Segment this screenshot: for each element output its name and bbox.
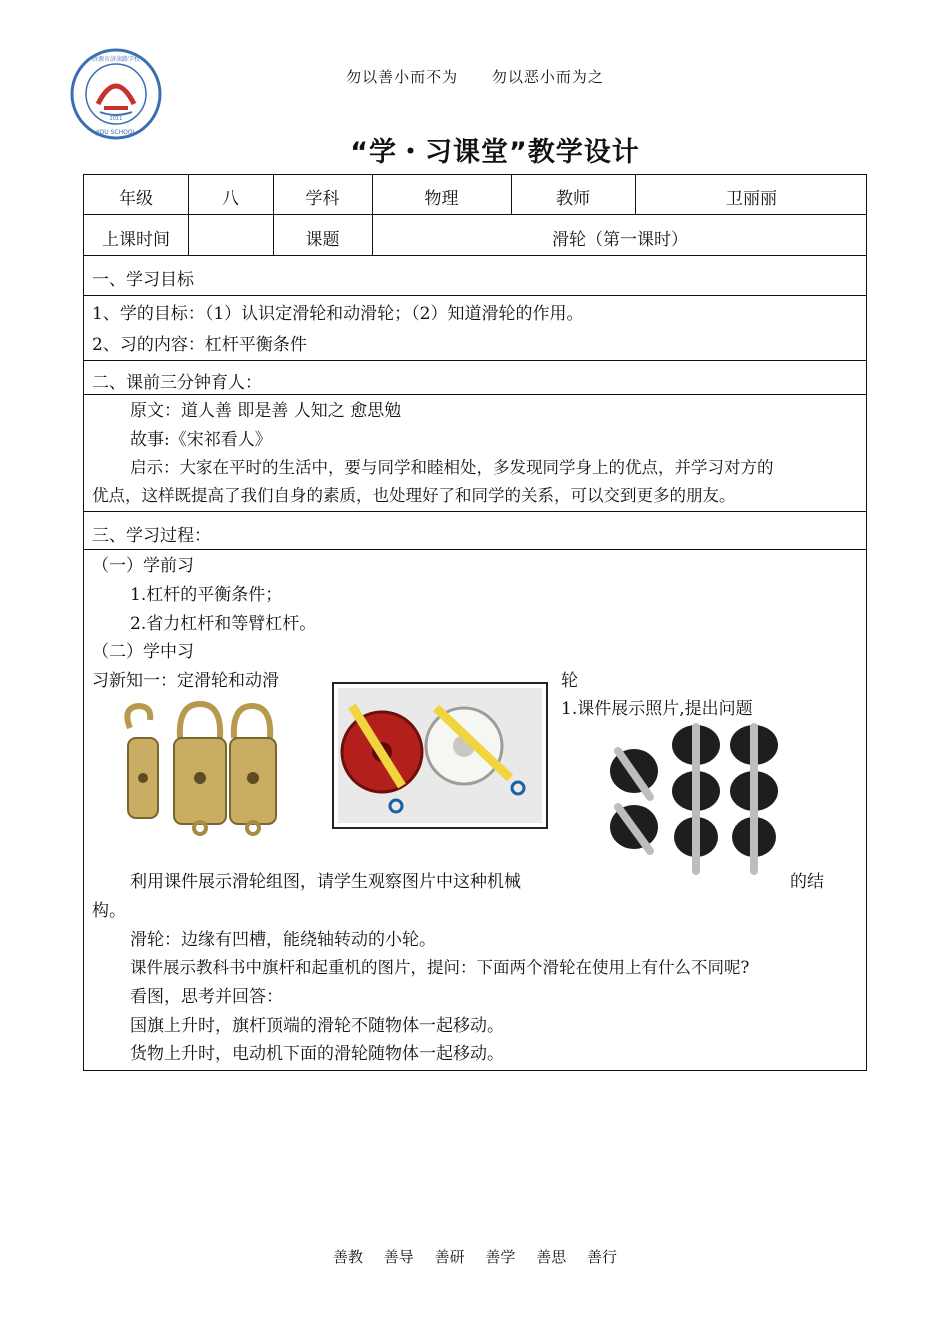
motto-left: 勿以善小而不为 bbox=[346, 68, 459, 86]
footer-item: 善教 bbox=[333, 1248, 364, 1266]
red-white-pulleys-image bbox=[332, 682, 548, 829]
section2-story: 故事:《宋祁看人》 bbox=[130, 430, 272, 450]
row-divider bbox=[84, 511, 866, 512]
topic-label: 课题 bbox=[305, 230, 340, 250]
section3-heading: 三、学习过程： bbox=[92, 526, 211, 546]
footer-item: 善学 bbox=[485, 1248, 516, 1266]
logo-year: 2011 bbox=[109, 116, 123, 122]
subject-label: 学科 bbox=[305, 189, 340, 209]
observe-text: 利用课件展示滑轮组图，请学生观察图片中这种机械 bbox=[130, 872, 521, 892]
courseware-note: 1.课件展示照片,提出问题 bbox=[561, 699, 753, 719]
teacher-label: 教师 bbox=[556, 189, 590, 209]
footer-item: 善行 bbox=[586, 1248, 617, 1266]
row-divider bbox=[84, 214, 866, 215]
observe-text-tail: 的结 bbox=[790, 872, 824, 892]
footer-item: 善研 bbox=[434, 1248, 465, 1266]
footer-item: 善思 bbox=[536, 1248, 567, 1266]
logo-school-name: 济源市济渎路学校 bbox=[91, 56, 141, 63]
section1-line1: 1、学的目标：（1）认识定滑轮和动滑轮；（2）知道滑轮的作用。 bbox=[92, 304, 584, 324]
section2-insight-1: 启示：大家在平时的生活中，要与同学和睦相处，多发现同学身上的优点，并学习对方的 bbox=[130, 458, 774, 477]
section2-original: 原文：道人善 即是善 人知之 愈思勉 bbox=[130, 401, 402, 421]
row-divider bbox=[84, 360, 866, 361]
grade-label: 年级 bbox=[119, 189, 153, 209]
teacher-value: 卫丽丽 bbox=[726, 189, 777, 209]
pre-study-item-2: 2.省力杠杆和等臂杠杆。 bbox=[130, 614, 317, 634]
row-divider bbox=[84, 255, 866, 256]
topic-value: 滑轮（第一课时） bbox=[552, 230, 688, 250]
row-divider bbox=[84, 394, 866, 395]
section1-line2: 2、习的内容：杠杆平衡条件 bbox=[92, 335, 307, 355]
new-knowledge-tail: 轮 bbox=[561, 671, 578, 691]
footer-item: 善导 bbox=[383, 1248, 414, 1266]
row-divider bbox=[84, 549, 866, 550]
black-pulley-blocks-image bbox=[604, 721, 784, 885]
grade-value: 八 bbox=[222, 189, 239, 209]
courseware-question: 课件展示教科书中旗杆和起重机的图片，提问：下面两个滑轮在使用上有什么不同呢? bbox=[130, 958, 750, 977]
hook-pulley-blocks-image bbox=[112, 698, 284, 838]
new-knowledge-title: 习新知一：定滑轮和动滑 bbox=[92, 671, 279, 691]
row-divider bbox=[84, 295, 866, 296]
mid-study-heading: （二）学中习 bbox=[92, 642, 194, 662]
answer-1: 国旗上升时，旗杆顶端的滑轮不随物体一起移动。 bbox=[130, 1016, 504, 1036]
logo-english: JIDU SCHOOL bbox=[96, 129, 136, 136]
time-label: 上课时间 bbox=[102, 230, 170, 250]
page-title: “学・习课堂”教学设计 bbox=[350, 137, 640, 168]
section2-heading: 二、课前三分钟育人： bbox=[92, 373, 262, 393]
footer-slogans bbox=[0, 1246, 950, 1267]
section2-insight-2: 优点，这样既提高了我们自身的素质，也处理好了和同学的关系，可以交到更多的朋友。 bbox=[92, 486, 736, 505]
observe-text-2: 构。 bbox=[92, 901, 126, 921]
subject-value: 物理 bbox=[424, 189, 459, 209]
motto-right: 勿以恶小而为之 bbox=[491, 68, 604, 86]
pulley-definition: 滑轮：边缘有凹槽，能绕轴转动的小轮。 bbox=[130, 930, 436, 950]
think-prompt: 看图，思考并回答： bbox=[130, 987, 283, 1007]
pre-study-item-1: 1.杠杆的平衡条件； bbox=[130, 585, 283, 605]
lesson-table bbox=[83, 174, 867, 1071]
header-motto bbox=[0, 66, 950, 87]
pre-study-heading: （一）学前习 bbox=[92, 556, 194, 576]
answer-2: 货物上升时，电动机下面的滑轮随物体一起移动。 bbox=[130, 1044, 504, 1064]
school-logo bbox=[70, 48, 162, 140]
section1-heading: 一、学习目标 bbox=[92, 270, 194, 290]
